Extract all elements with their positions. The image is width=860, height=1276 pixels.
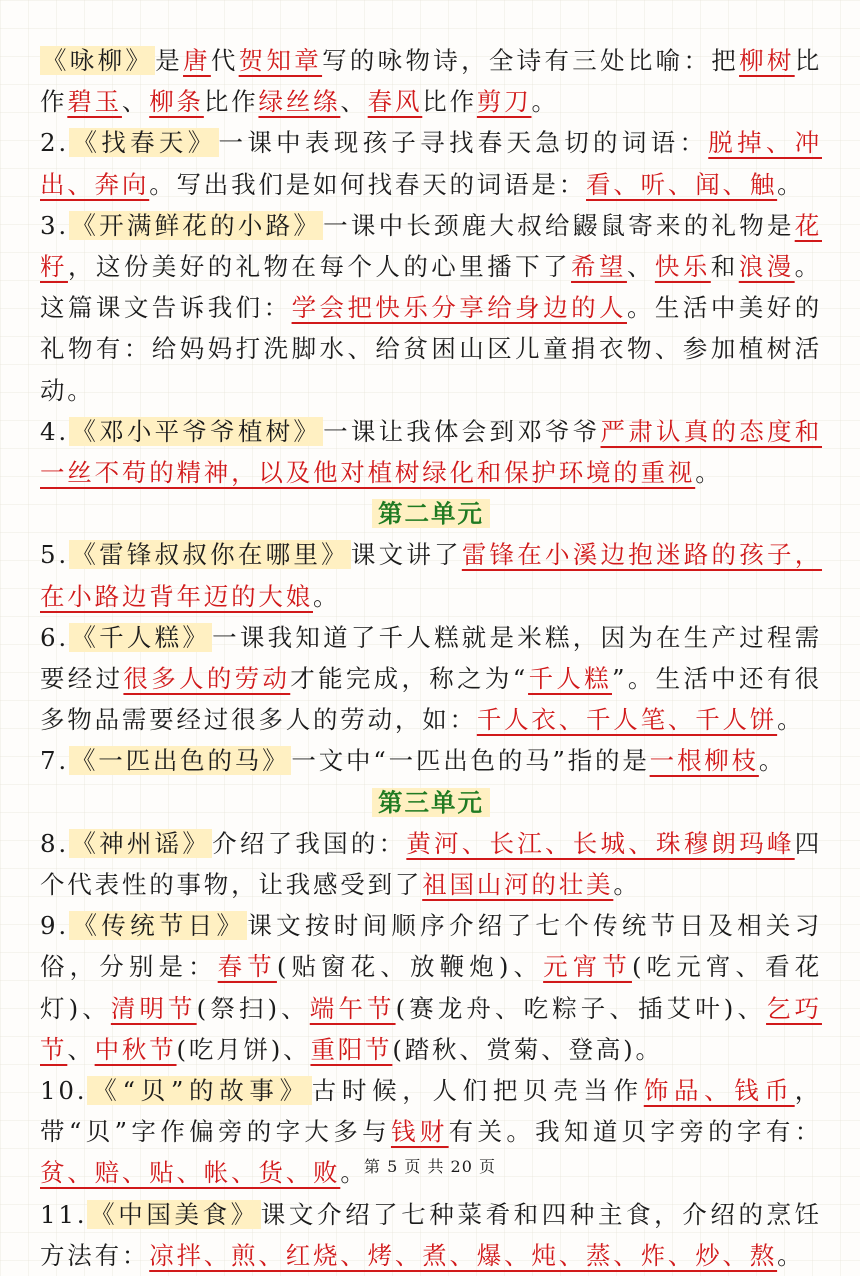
answer-text: 贫、赔、贴、帐、货、败 [40, 1158, 341, 1188]
answer-text: 学会把快乐分享给身边的人 [291, 293, 627, 323]
body-text: 4. [40, 416, 69, 446]
note-paragraph [40, 617, 822, 741]
body-text: 。生活中美好的礼物有：给妈妈打洗脚水、给贫困山区儿童捐衣物、参加植树活动。 [40, 293, 822, 405]
unit-heading [40, 782, 822, 823]
body-text: 8. [40, 828, 69, 858]
body-text: 。 [695, 458, 723, 488]
body-text: (吃月饼)、 [176, 1034, 311, 1064]
answer-text: 千人糕 [528, 664, 612, 694]
answer-text: 饰品、钱币 [643, 1076, 795, 1106]
body-text: 一文中“一匹出色的马”指的是 [291, 746, 650, 776]
body-text: 3. [40, 210, 69, 240]
note-paragraph [40, 411, 822, 493]
body-text: 、 [340, 87, 368, 117]
note-paragraph [40, 1194, 822, 1276]
unit-heading-text: 第三单元 [372, 788, 490, 817]
answer-text: 雷锋在小溪边抱迷路的孩子，在小路边背年迈的大娘 [40, 540, 823, 611]
lesson-title: 《千人糕》 [70, 622, 211, 652]
body-text: 课文介绍了七种菜肴和四种主食，介绍的烹饪方法有： [40, 1199, 822, 1270]
body-text: 9. [40, 911, 69, 941]
body-text: 一课中长颈鹿大叔给鼹鼠寄来的礼物是 [323, 210, 795, 240]
body-text: 10. [40, 1076, 88, 1106]
body-text: 。写出我们是如何找春天的词语是： [149, 169, 587, 199]
answer-text: 钱财 [390, 1117, 449, 1147]
body-text: 。 [531, 87, 559, 117]
note-paragraph [40, 823, 822, 905]
body-text: 11. [40, 1199, 88, 1229]
unit-heading-text: 第二单元 [372, 499, 490, 528]
body-text: 、 [626, 252, 655, 282]
answer-text: 乞巧节 [40, 993, 822, 1064]
body-text: ，带“贝”字作偏旁的字大多与 [40, 1076, 822, 1147]
unit-heading [40, 493, 822, 534]
answer-text: 碧玉 [67, 87, 122, 117]
answer-text: 剪刀 [476, 87, 532, 117]
answer-text: 快乐 [654, 252, 711, 282]
answer-text: 花籽 [40, 210, 822, 282]
answer-text: 清明节 [110, 993, 197, 1023]
answer-text: 很多人的劳动 [123, 664, 291, 694]
document-body [40, 40, 822, 1276]
note-paragraph [40, 740, 822, 781]
body-text: 古时候，人们把贝壳当作 [311, 1076, 644, 1106]
body-text: 。 [777, 169, 805, 199]
body-text: 。 [758, 746, 787, 776]
note-paragraph [40, 122, 822, 204]
body-text: 才能完成，称之为“ [290, 664, 529, 694]
answer-text: 绿丝绦 [258, 87, 341, 117]
body-text: 课文按时间顺序介绍了七个传统节日及相关习俗，分别是： [40, 911, 822, 982]
body-text: 比作 [203, 87, 259, 117]
lesson-title: 《咏柳》 [42, 46, 154, 75]
answer-text: 严肃认真的态度和一丝不苟的精神，以及他对植树绿化和保护环境的重视 [40, 416, 823, 488]
lesson-title: 《神州谣》 [70, 828, 211, 858]
body-text: 写的咏物诗，全诗有三处比喻：把 [322, 46, 740, 75]
answer-text: 端午节 [309, 993, 396, 1023]
body-text: ，这份美好的礼物在每个人的心里播下了 [67, 252, 572, 282]
body-text: 5. [40, 540, 69, 570]
answer-text: 希望 [571, 252, 627, 282]
body-text: 2. [40, 128, 69, 158]
answer-text: 浪漫 [738, 252, 795, 282]
body-text: 和 [710, 252, 739, 282]
body-text: 一课我知道了千人糕就是米糕，因为在生产过程需要经过 [40, 622, 822, 694]
lesson-title: 《传统节日》 [70, 911, 246, 941]
answer-text: 春风 [367, 87, 423, 117]
body-text: 6. [40, 622, 69, 652]
body-text: 课文讲了 [350, 540, 462, 570]
note-paragraph [40, 205, 822, 411]
body-text: 一课让我体会到邓爷爷 [323, 416, 601, 446]
body-text: 7. [40, 746, 69, 776]
answer-text: 脱掉、冲出、奔向 [40, 128, 822, 199]
note-paragraph [40, 534, 822, 616]
body-text: 介绍了我国的： [212, 828, 407, 858]
body-text: (赛龙舟、吃粽子、插艾叶)、 [395, 993, 767, 1023]
body-text: 。 [777, 705, 805, 735]
body-text: (踏秋、赏菊、登高)。 [392, 1034, 663, 1064]
answer-text: 凉拌、煎、红烧、烤、煮、爆、炖、蒸、炸、炒、熬 [149, 1240, 778, 1270]
body-text: 代 [210, 46, 239, 75]
answer-text: 千人衣、千人笔、千人饼 [476, 705, 778, 735]
answer-text: 一根柳枝 [649, 746, 759, 776]
body-text: 、 [67, 1034, 95, 1064]
answer-text: 柳树 [739, 46, 795, 75]
lesson-title: 《开满鲜花的小路》 [70, 210, 322, 240]
page-number: 第 5 页 共 20 页 [364, 1157, 496, 1176]
body-text: 有关。我知道贝字旁的字有： [448, 1117, 822, 1147]
answer-text: 贺知章 [238, 46, 323, 75]
body-text: (祭扫)、 [196, 993, 310, 1023]
body-text: 。这篇课文告诉我们： [40, 252, 822, 323]
answer-text: 春节 [217, 952, 277, 982]
body-text: 一课中表现孩子寻找春天急切的词语： [218, 128, 709, 158]
answer-text: 元宵节 [543, 952, 632, 982]
body-text: 四个代表性的事物，让我感受到了 [40, 828, 823, 900]
body-text: 。 [313, 581, 341, 611]
answer-text: 看、听、闻、触 [586, 169, 778, 199]
note-paragraph [40, 40, 822, 122]
body-text: 比作 [422, 87, 477, 117]
body-text: 。 [340, 1158, 368, 1188]
body-text: 。 [613, 870, 641, 900]
body-text: 是 [155, 46, 184, 75]
lesson-title: 《“贝”的故事》 [89, 1076, 310, 1106]
answer-text: 中秋节 [94, 1034, 177, 1064]
body-text: ”。生活中还有很多物品需要经过很多人的劳动，如： [40, 664, 822, 735]
lesson-title: 《中国美食》 [89, 1199, 259, 1229]
lesson-title: 《邓小平爷爷植树》 [70, 416, 322, 446]
body-text: (贴窗花、放鞭炮)、 [276, 952, 544, 982]
note-paragraph [40, 905, 822, 1070]
answer-text: 黄河、长江、长城、珠穆朗玛峰 [406, 828, 795, 858]
answer-text: 祖国山河的壮美 [422, 870, 614, 900]
lesson-title: 《一匹出色的马》 [70, 746, 290, 776]
answer-text: 重阳节 [310, 1034, 393, 1064]
answer-text: 柳条 [149, 87, 204, 117]
body-text: 、 [121, 87, 150, 117]
lesson-title: 《找春天》 [70, 128, 217, 158]
lesson-title: 《雷锋叔叔你在哪里》 [70, 540, 349, 570]
answer-text: 唐 [183, 46, 211, 75]
body-text: 。 [777, 1240, 805, 1270]
body-text: 比作 [40, 46, 822, 117]
body-text: (吃元宵、看花灯)、 [40, 952, 822, 1023]
